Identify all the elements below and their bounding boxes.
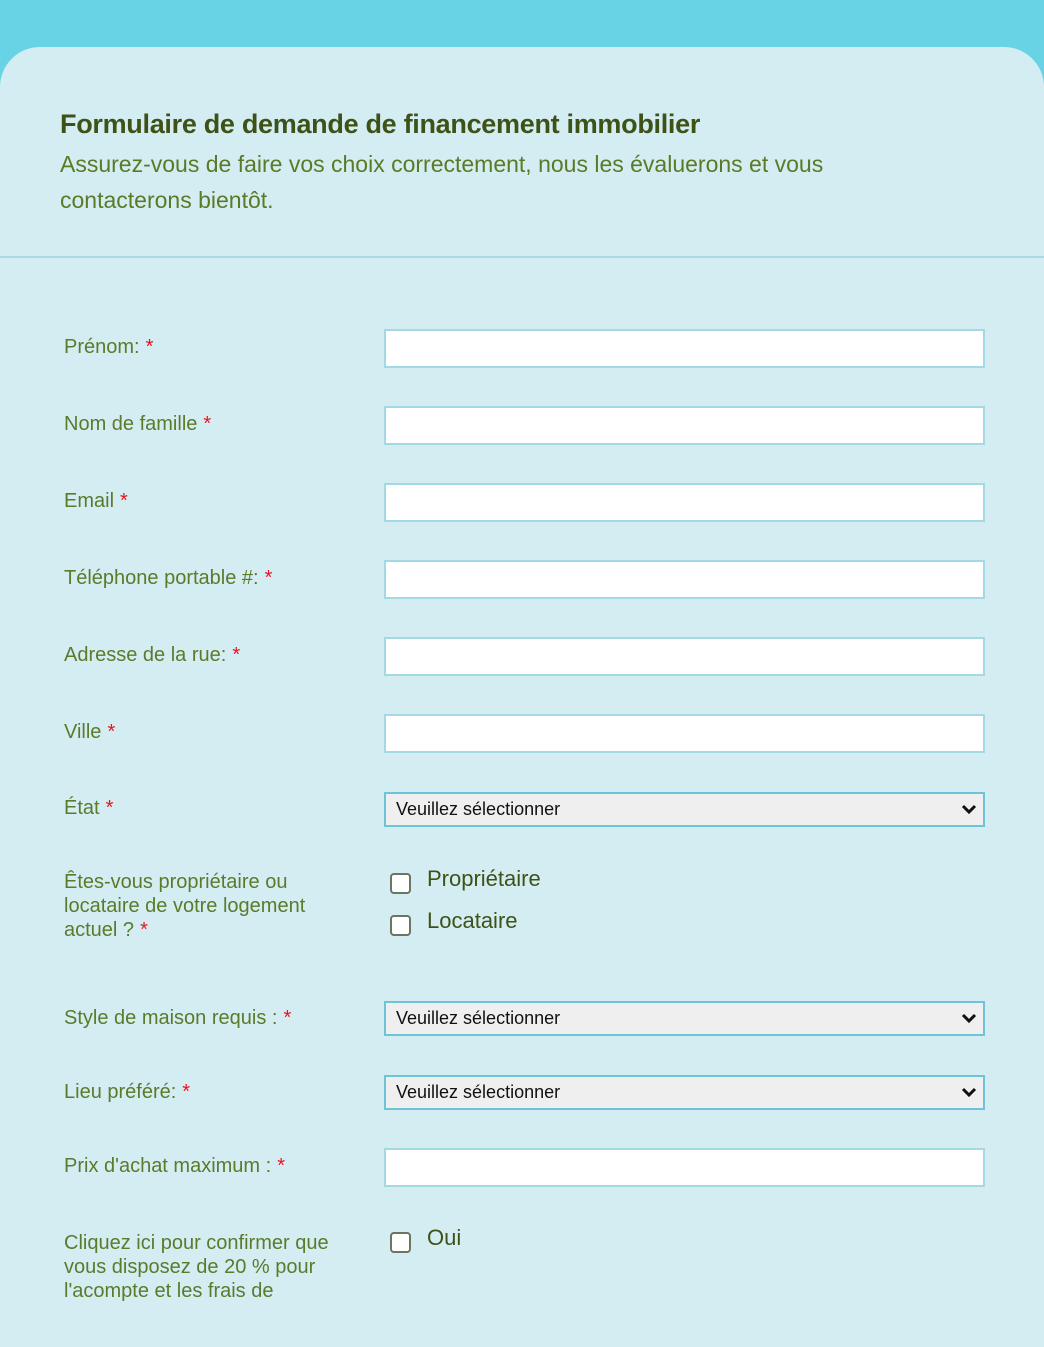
required-marker: * <box>145 336 154 358</box>
last-name-input[interactable] <box>384 406 985 445</box>
preferred-location-label: Lieu préféré: * <box>64 1081 191 1103</box>
yes-checkbox-label[interactable]: Oui <box>427 1225 462 1250</box>
required-marker: * <box>105 797 114 819</box>
tenant-checkbox[interactable] <box>390 915 411 936</box>
down-payment-confirm-label: Cliquez ici pour confirmer que vous disposez de 20 % pour l'acompte et les frais de <box>64 1232 329 1302</box>
tenant-checkbox-label[interactable]: Locataire <box>427 908 518 933</box>
yes-checkbox[interactable] <box>390 1232 411 1253</box>
required-marker: * <box>140 919 148 941</box>
max-price-input[interactable] <box>384 1148 985 1187</box>
email-input[interactable] <box>384 483 985 522</box>
street-address-label: Adresse de la rue: * <box>64 644 241 666</box>
state-selected-value: Veuillez sélectionner <box>396 799 561 819</box>
preferred-location-selected-value: Veuillez sélectionner <box>396 1082 561 1102</box>
chevron-down-icon <box>961 1012 977 1024</box>
owner-checkbox-label[interactable]: Propriétaire <box>427 866 541 891</box>
required-marker: * <box>232 644 241 666</box>
city-input[interactable] <box>384 714 985 753</box>
required-marker: * <box>264 567 273 589</box>
state-label: État * <box>64 797 114 819</box>
house-style-select[interactable] <box>384 1001 985 1036</box>
form-header <box>0 47 1044 258</box>
chevron-down-icon <box>961 1086 977 1098</box>
mobile-phone-input[interactable] <box>384 560 985 599</box>
form-title: Formulaire de demande de financement immobilier <box>60 109 701 139</box>
first-name-input[interactable] <box>384 329 985 368</box>
ownership-label: Êtes-vous propriétaire ou locataire de votre logement actuel ? * <box>64 871 306 941</box>
last-name-label: Nom de famille * <box>64 413 212 435</box>
first-name-label: Prénom: * <box>64 336 154 358</box>
required-marker: * <box>107 721 116 743</box>
required-marker: * <box>182 1081 191 1103</box>
required-marker: * <box>120 490 128 512</box>
chevron-down-icon <box>961 803 977 815</box>
required-marker: * <box>203 413 212 435</box>
preferred-location-select[interactable] <box>384 1075 985 1110</box>
form-subtitle: Assurez-vous de faire vos choix correctement, nous les évaluerons et vous contacterons bientôt. <box>60 151 824 213</box>
house-style-selected-value: Veuillez sélectionner <box>396 1008 561 1028</box>
house-style-label: Style de maison requis : * <box>64 1007 292 1029</box>
email-label: Email * <box>64 490 128 512</box>
required-marker: * <box>277 1155 286 1177</box>
street-address-input[interactable] <box>384 637 985 676</box>
max-price-label: Prix d'achat maximum : * <box>64 1155 286 1177</box>
mobile-phone-label: Téléphone portable #: * <box>64 567 273 589</box>
state-select[interactable] <box>384 792 985 827</box>
form-card <box>0 47 1044 1347</box>
required-marker: * <box>283 1007 292 1029</box>
owner-checkbox[interactable] <box>390 873 411 894</box>
city-label: Ville * <box>64 721 116 743</box>
